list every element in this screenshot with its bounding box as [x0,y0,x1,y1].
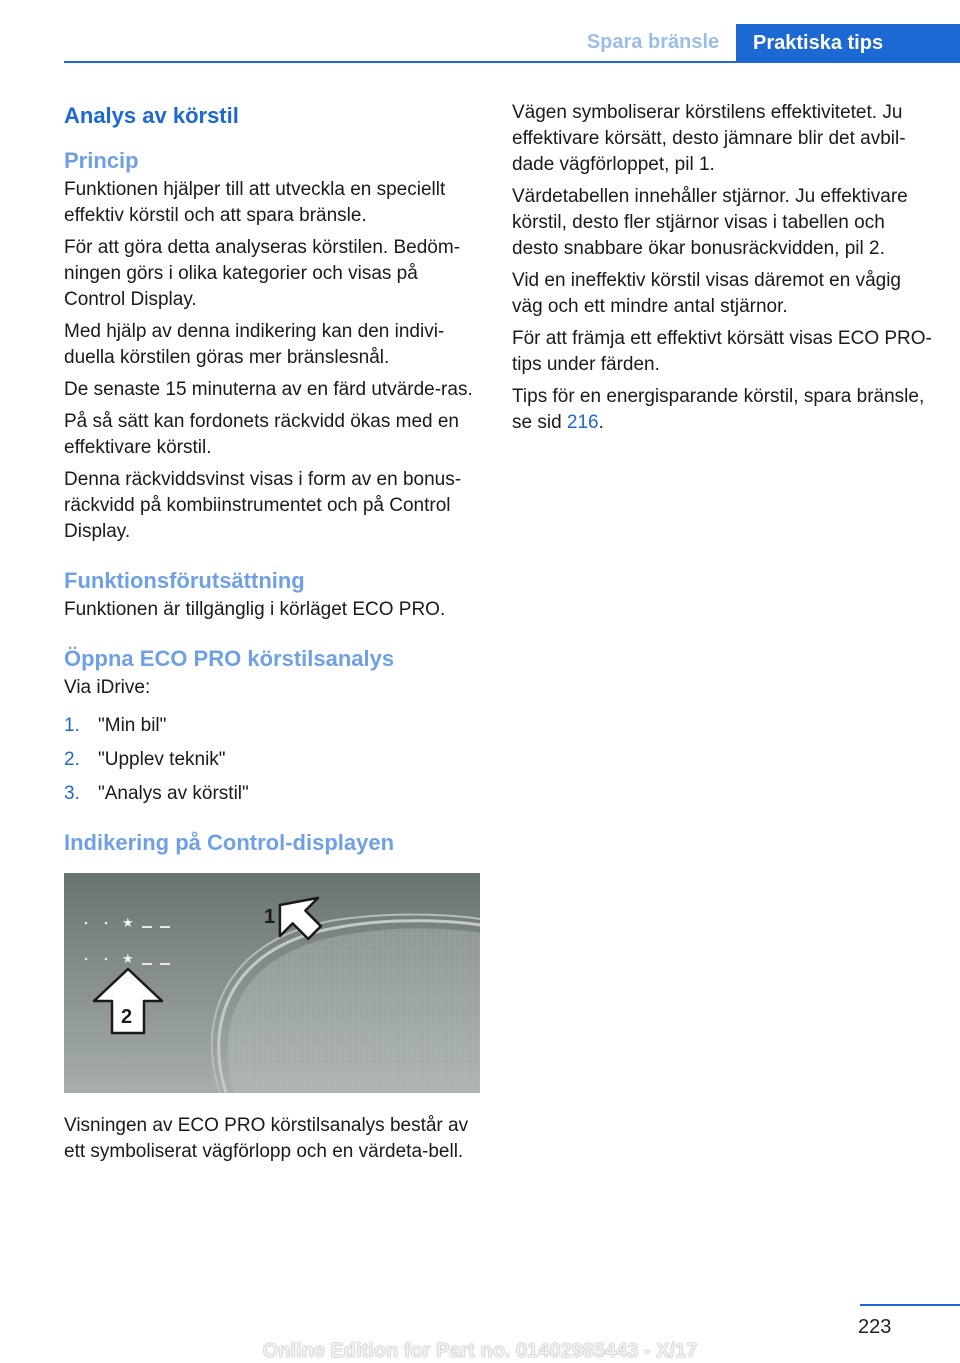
open-analysis-heading: Öppna ECO PRO körstilsanalys [64,646,395,671]
header-section-tab[interactable]: Spara bränsle [586,31,720,53]
step-text: "Min bil" [98,715,167,736]
body-paragraph: Vid en ineffektiv körstil visas däremot en vågig väg och ett mindre antal stjärnor. [512,270,901,317]
list-item [64,713,484,739]
princip-paragraph: För att göra detta analyseras körstilen. Bedöm‐ningen görs i olika kategorier och visas på Control Display. [64,237,461,310]
svg-text:★: ★ [122,952,134,967]
princip-heading: Princip [64,148,139,173]
figure-description: Visningen av ECO PRO körstilsanalys består av ett symboliserat vägförlopp och en värdeta‐bell. [64,1115,469,1162]
right-column [512,100,932,442]
princip-paragraph: På så sätt kan fordonets räckvidd ökas med en effektivare körstil. [64,411,459,458]
arrow-1-label: 1 [264,906,276,928]
tips-suffix: . [598,412,604,433]
open-analysis-intro: Via iDrive: [64,677,151,698]
left-column [64,96,484,1171]
footer-rule [860,1304,960,1306]
page-title: Analys av körstil [64,103,239,128]
body-paragraph: Värdetabellen innehåller stjärnor. Ju effektivare körstil, desto fler stjärnor visas i tabellen och desto snabbare ökar bonusräckvidden, pil 2. [512,186,908,259]
display-heading: Indikering på Control-displayen [64,830,395,855]
requirement-text: Funktionen är tillgänglig i körläget ECO PRO. [64,599,446,620]
princip-paragraph: Denna räckviddsvinst visas i form av en bonus‐räckvidd på kombiinstrumentet och på Control Display. [64,469,462,542]
eco-pro-display-figure [64,873,480,1093]
page-number: 223 [858,1316,892,1338]
princip-paragraph: De senaste 15 minuterna av en färd utvärde‐ras. [64,379,473,400]
princip-paragraph: Med hjälp av denna indikering kan den indivi‐duella körstilen göras mer bränslesnål. [64,321,445,368]
body-paragraph: För att främja ett effektivt körsätt visas ECO PRO-tips under färden. [512,328,932,375]
tips-text: Tips för en energisparande körstil, spara bränsle, se sid [512,386,925,433]
body-paragraph: Vägen symboliserar körstilens effektivitetet. Ju effektivare körsätt, desto jämnare blir det avbil‐dade vägförloppet, pil 1. [512,102,906,175]
list-item [64,747,484,773]
edition-watermark: Online Edition for Part no. 01402985443 - X/17 [262,1340,698,1362]
step-number: 3. [64,783,80,804]
svg-text:★: ★ [122,916,134,931]
step-text: "Analys av körstil" [98,783,249,804]
step-text: "Upplev teknik" [98,749,226,770]
princip-paragraph: Funktionen hjälper till att utveckla en speciellt effektiv körstil och att spara bränsle. [64,179,446,226]
arrow-2-label: 2 [121,1006,133,1028]
step-number: 1. [64,715,80,736]
step-number: 2. [64,749,80,770]
list-item [64,781,484,807]
tips-paragraph [512,384,932,436]
idrive-steps [64,713,484,807]
header-chapter-tab[interactable]: Praktiska tips [736,24,960,63]
requirement-heading: Funktionsförutsättning [64,568,305,593]
header-rule [64,61,960,63]
page-link-216[interactable]: 216 [566,412,599,433]
